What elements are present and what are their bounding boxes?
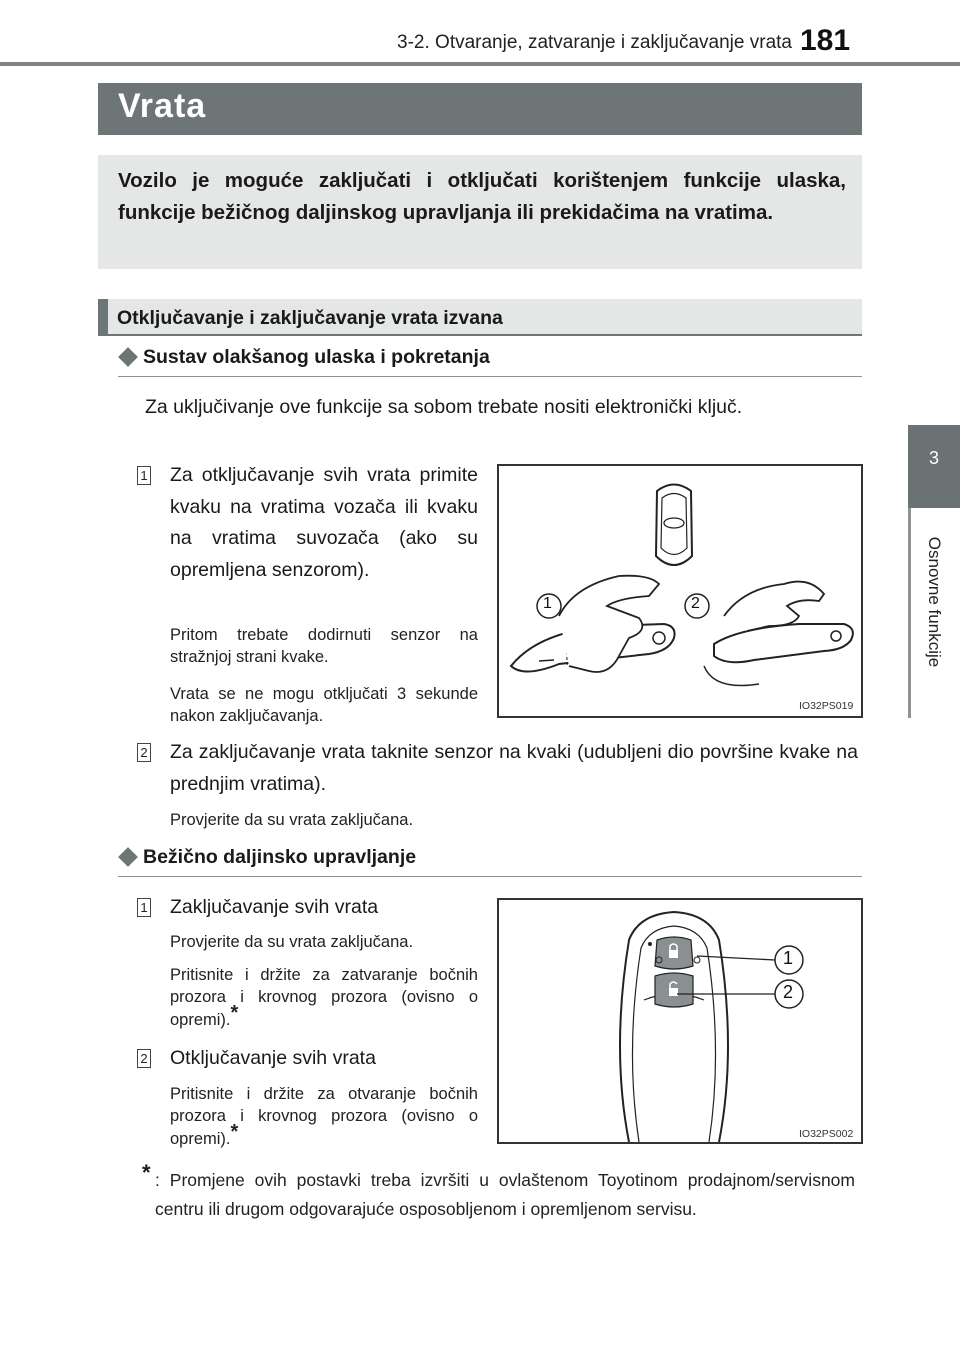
- footnote-marker: *: [142, 1160, 151, 1185]
- page-title: Vrata: [118, 87, 207, 125]
- running-header-section: 3-2. Otvaranje, zatvaranje i zaključavanje vrata: [397, 32, 792, 53]
- section1-step1-note1: Pritom trebate dodirnuti senzor na stražnjoj strani kvake.: [170, 626, 478, 666]
- section1-step1-text: Za otključavanje svih vrata primite kvaku na vratima vozača ili kvaku na vratima suvozača (ako su opremljena senzorom).: [170, 464, 478, 581]
- section2-heading: Bežično daljinsko upravljanje: [143, 846, 417, 868]
- section2-step2-text: Otključavanje svih vrata: [170, 1047, 376, 1069]
- diamond-bullet-icon: [118, 847, 138, 867]
- figure1-callout-1: 1: [543, 595, 552, 612]
- section1-heading: Sustav olakšanog ulaska i pokretanja: [143, 346, 490, 368]
- subheading-rule: [98, 334, 862, 336]
- figure1-code: IO32PS019: [799, 700, 854, 712]
- door-handle-illustration: [499, 466, 861, 716]
- diamond-bullet-icon: [118, 347, 138, 367]
- step-number-badge: 1: [137, 466, 151, 485]
- section1-intro: Za uključivanje ove funkcije sa sobom trebate nositi elektronički ključ.: [145, 396, 743, 418]
- section1-step1-note2: Vrata se ne mogu otključati 3 sekunde nakon zaključavanja.: [170, 685, 478, 725]
- section2-step2-note-wrap: [170, 1083, 478, 1150]
- chapter-tab-line: [908, 508, 911, 718]
- figure1-callout-2: 2: [691, 595, 700, 612]
- chapter-tab: [908, 425, 960, 508]
- intro-text: Vozilo je moguće zaključati i otključati korištenjem funkcije ulaska, funkcije bežičnog daljinskog upravljanja ili prekidačima na vratima.: [118, 169, 846, 224]
- title-bar: [98, 83, 862, 135]
- header-divider: [0, 62, 960, 66]
- figure2-callout-2: 2: [783, 982, 794, 1002]
- step-number-badge: 2: [137, 1049, 151, 1068]
- section2-step1-note2: Pritisnite i držite za zatvaranje bočnih prozora i krovnog prozora (ovisno o opremi).: [170, 966, 478, 1029]
- page-number: 181: [800, 24, 851, 57]
- asterisk-marker: *: [230, 1121, 239, 1143]
- key-fob-icon: [620, 912, 728, 1142]
- door-handle-left-icon: [511, 576, 675, 672]
- section2-step1-text: Zaključavanje svih vrata: [170, 896, 379, 918]
- section2-step2-note: Pritisnite i držite za otvaranje bočnih prozora i krovnog prozora (ovisno o opremi).: [170, 1085, 478, 1148]
- section2-step1-note2-wrap: [170, 964, 478, 1031]
- footnote-text: : Promjene ovih postavki treba izvršiti u ovlaštenom Toyotinom prodajnom/servisnom centru ili drugom odgovarajuće osposobljenom i opremljenom servisu.: [155, 1170, 855, 1219]
- section1-rule: [118, 376, 862, 377]
- section2-step1-note1: Provjerite da su vrata zaključana.: [170, 933, 414, 951]
- figure2-code: IO32PS002: [799, 1128, 854, 1140]
- figure-remote-key: [497, 898, 863, 1144]
- smart-key-icon: [656, 485, 692, 566]
- door-handle-right-icon: [704, 582, 853, 686]
- section1-step2-text: Za zaključavanje vrata taknite senzor na kvaki (udubljeni dio površine kvake na prednjim vratima).: [170, 741, 858, 795]
- remote-key-illustration: [499, 900, 861, 1142]
- chapter-number: 3: [928, 448, 939, 468]
- section1-step2-note: Provjerite da su vrata zaključana.: [170, 811, 414, 829]
- figure2-callout-1: 1: [783, 948, 794, 968]
- asterisk-marker: *: [230, 1002, 239, 1024]
- step-number-badge: 1: [137, 898, 151, 917]
- chapter-title: Osnovne funkcije: [925, 536, 944, 668]
- figure-door-handle: [497, 464, 863, 718]
- section2-rule: [118, 876, 862, 877]
- subheading: Otključavanje i zaključavanje vrata izvana: [117, 307, 503, 329]
- step-number-badge: 2: [137, 743, 151, 762]
